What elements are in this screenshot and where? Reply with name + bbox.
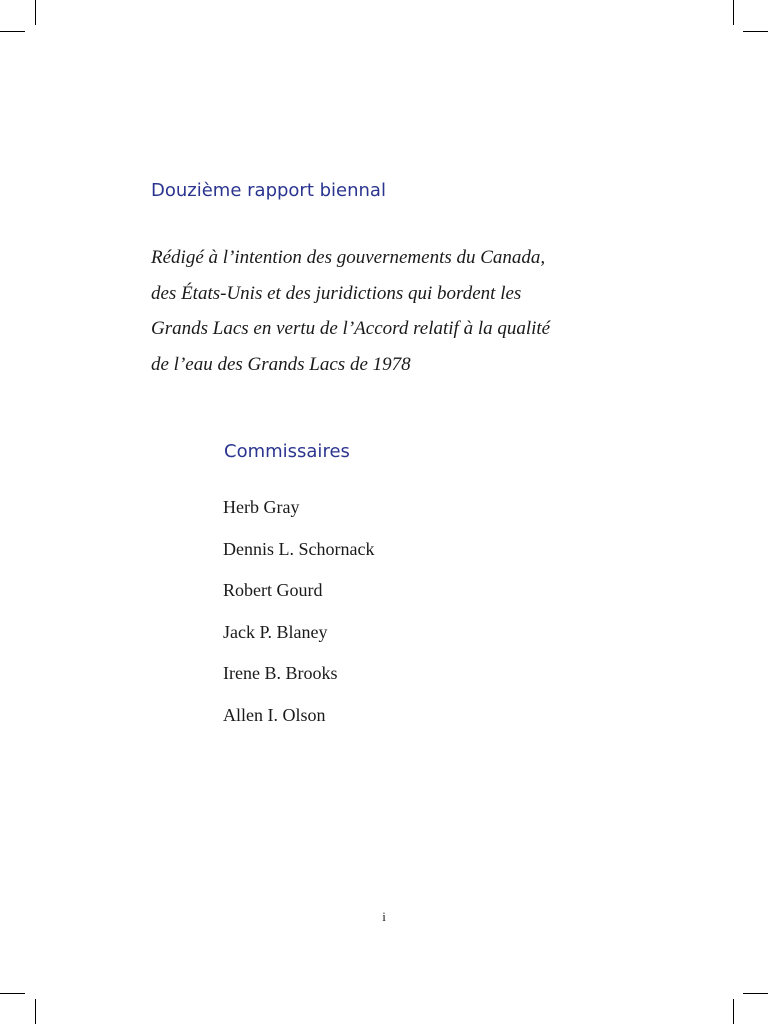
commissioners-heading: Commissaires: [224, 441, 350, 462]
report-title: Douzième rapport biennal: [151, 180, 386, 201]
crop-mark-top-right-horizontal: [743, 31, 768, 32]
commissioner-name: Irene B. Brooks: [223, 663, 338, 683]
crop-mark-top-left-vertical: [35, 0, 36, 25]
commissioner-name: Allen I. Olson: [223, 704, 326, 725]
commissioner-name: Robert Gourd: [223, 580, 323, 600]
intro-line: Grands Lacs en vertu de l’Accord relatif à la qualité: [151, 318, 551, 339]
intro-line: Rédigé à l’intention des gouvernements du Canada,: [151, 247, 546, 268]
crop-mark-bottom-left-horizontal: [0, 993, 25, 994]
crop-mark-top-right-vertical: [733, 0, 734, 25]
crop-mark-bottom-right-vertical: [733, 999, 734, 1024]
commissioner-name: Herb Gray: [223, 497, 300, 517]
page-number: i: [382, 909, 386, 924]
crop-mark-bottom-right-horizontal: [743, 993, 768, 994]
crop-mark-top-left-horizontal: [0, 31, 25, 32]
commissioner-list: [223, 495, 374, 744]
commissioner-name: Jack P. Blaney: [223, 621, 328, 642]
intro-line: de l’eau des Grands Lacs de 1978: [151, 353, 411, 375]
intro-line: des États-Unis et des juridictions qui bordent les: [151, 282, 522, 304]
intro-paragraph: [151, 240, 621, 382]
commissioner-name: Dennis L. Schornack: [223, 538, 375, 559]
crop-mark-bottom-left-vertical: [35, 999, 36, 1024]
